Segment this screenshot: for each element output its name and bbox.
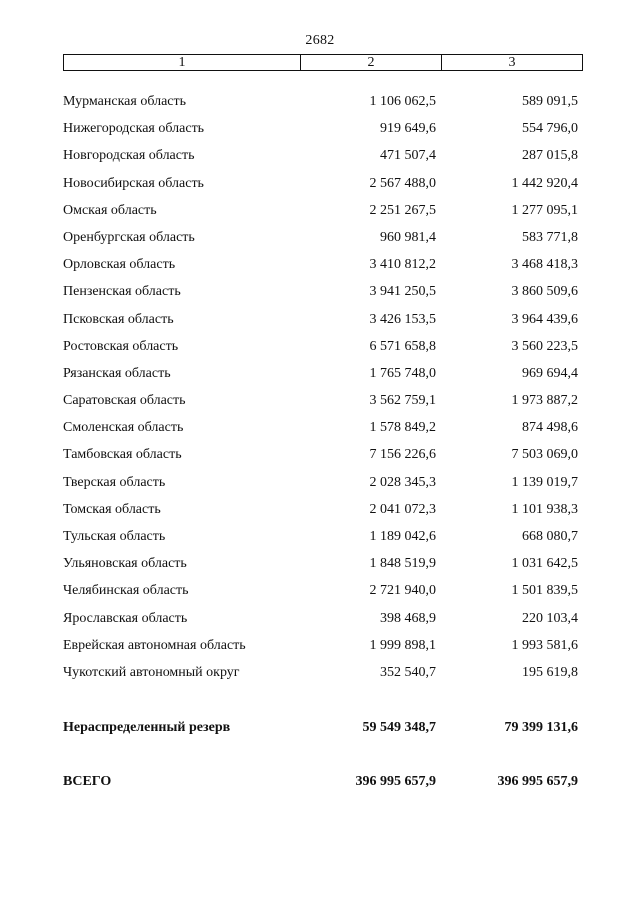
value-col2: 6 571 658,8	[369, 338, 436, 354]
table-row	[0, 393, 640, 420]
region-name: Омская область	[63, 202, 157, 218]
value-col2: 2 028 345,3	[369, 474, 436, 490]
value-col2: 1 578 849,2	[369, 420, 436, 436]
total-row	[0, 774, 640, 794]
value-col2: 7 156 226,6	[369, 447, 436, 463]
table-row	[0, 339, 640, 366]
table-row	[0, 556, 640, 583]
table-row	[0, 366, 640, 393]
value-col3: 1 501 839,5	[511, 583, 578, 599]
value-col3: 3 860 509,6	[511, 284, 578, 300]
table-row	[0, 638, 640, 665]
column-header-3: 3	[508, 54, 516, 70]
table-row	[0, 420, 640, 447]
region-name: Томская область	[63, 501, 161, 517]
region-name: Смоленская область	[63, 420, 184, 436]
value-col3: 1 031 642,5	[511, 556, 578, 572]
region-name: Саратовская область	[63, 393, 186, 409]
value-col2: 3 941 250,5	[369, 284, 436, 300]
table-row	[0, 148, 640, 175]
region-name: Ульяновская область	[63, 556, 187, 572]
table-row	[0, 284, 640, 311]
value-col3: 3 560 223,5	[511, 338, 578, 354]
region-name: Нижегородская область	[63, 121, 205, 137]
value-col2: 1 189 042,6	[369, 529, 436, 544]
value-col2: 1 765 748,0	[369, 365, 436, 381]
reserve-row	[0, 720, 640, 740]
value-col2: 2 041 072,3	[369, 501, 436, 517]
value-col2: 2 567 488,0	[369, 175, 436, 191]
region-name: Мурманская область	[63, 94, 187, 109]
value-col2: 2 251 267,5	[369, 202, 436, 218]
table-row	[0, 447, 640, 474]
value-col3: 220 103,4	[522, 610, 578, 626]
value-col3: 1 139 019,7	[511, 474, 578, 490]
table-row	[0, 665, 640, 692]
value-col3: 668 080,7	[522, 529, 578, 544]
region-rows	[0, 94, 640, 692]
value-col3: 583 771,8	[522, 229, 578, 245]
value-col2: 2 721 940,0	[369, 583, 436, 599]
value-col2: 398 468,9	[380, 610, 436, 626]
value-col2: 1 999 898,1	[369, 637, 436, 653]
value-col3: 1 993 581,6	[511, 637, 578, 653]
value-col3: 554 796,0	[522, 121, 578, 137]
table-row	[0, 176, 640, 203]
value-col3: 1 101 938,3	[511, 501, 578, 517]
value-col2: 352 540,7	[380, 664, 436, 680]
value-col3: 1 973 887,2	[511, 393, 578, 409]
region-name: Ростовская область	[63, 338, 179, 354]
table-row	[0, 230, 640, 257]
page-number: 2682	[305, 33, 335, 48]
value-col3: 195 619,8	[522, 664, 578, 680]
value-col3: 1 442 920,4	[511, 175, 578, 191]
value-col2: 3 410 812,2	[369, 257, 436, 273]
value-col3: 969 694,4	[522, 365, 578, 381]
region-name: Рязанская область	[63, 365, 171, 381]
value-col2: 919 649,6	[380, 121, 436, 137]
value-col2: 960 981,4	[380, 229, 436, 245]
region-name: Тульская область	[63, 529, 166, 544]
region-name: Пензенская область	[63, 284, 181, 300]
region-name: Оренбургская область	[63, 229, 195, 245]
table-row	[0, 611, 640, 638]
table-row	[0, 203, 640, 230]
region-name: Еврейская автономная область	[63, 637, 246, 653]
value-col3: 589 091,5	[522, 94, 578, 109]
total-value-col2: 396 995 657,9	[355, 774, 436, 789]
reserve-value-col2: 59 549 348,7	[362, 720, 436, 735]
column-header-1: 1	[64, 55, 301, 70]
column-header-row	[63, 54, 583, 71]
value-col2: 1 106 062,5	[369, 94, 436, 109]
value-col2: 3 562 759,1	[369, 393, 436, 409]
value-col2: 471 507,4	[380, 148, 436, 164]
table-row	[0, 475, 640, 502]
region-name: Тамбовская область	[63, 447, 182, 463]
value-col3: 1 277 095,1	[511, 202, 578, 218]
table-row	[0, 583, 640, 610]
value-col2: 1 848 519,9	[369, 556, 436, 572]
value-col3: 3 468 418,3	[511, 257, 578, 273]
value-col3: 287 015,8	[522, 148, 578, 164]
region-name: Новосибирская область	[63, 175, 204, 191]
total-value-col3: 396 995 657,9	[497, 774, 578, 789]
value-col3: 3 964 439,6	[511, 311, 578, 327]
total-label: ВСЕГО	[63, 774, 112, 789]
region-name: Ярославская область	[63, 610, 188, 626]
column-header-2: 2	[301, 55, 442, 70]
region-name: Челябинская область	[63, 583, 189, 599]
table-row	[0, 257, 640, 284]
table-row	[0, 312, 640, 339]
value-col3: 874 498,6	[522, 420, 578, 436]
region-name: Новгородская область	[63, 148, 195, 164]
reserve-value-col3: 79 399 131,6	[504, 720, 578, 735]
table-row	[0, 529, 640, 556]
value-col3: 7 503 069,0	[511, 447, 578, 463]
reserve-label: Нераспределенный резерв	[63, 720, 231, 735]
value-col2: 3 426 153,5	[369, 311, 436, 327]
table-row	[0, 94, 640, 121]
table-row	[0, 121, 640, 148]
region-name: Чукотский автономный округ	[63, 664, 240, 680]
table-row	[0, 502, 640, 529]
region-name: Тверская область	[63, 474, 166, 490]
region-name: Псковская область	[63, 311, 174, 327]
region-name: Орловская область	[63, 257, 176, 273]
